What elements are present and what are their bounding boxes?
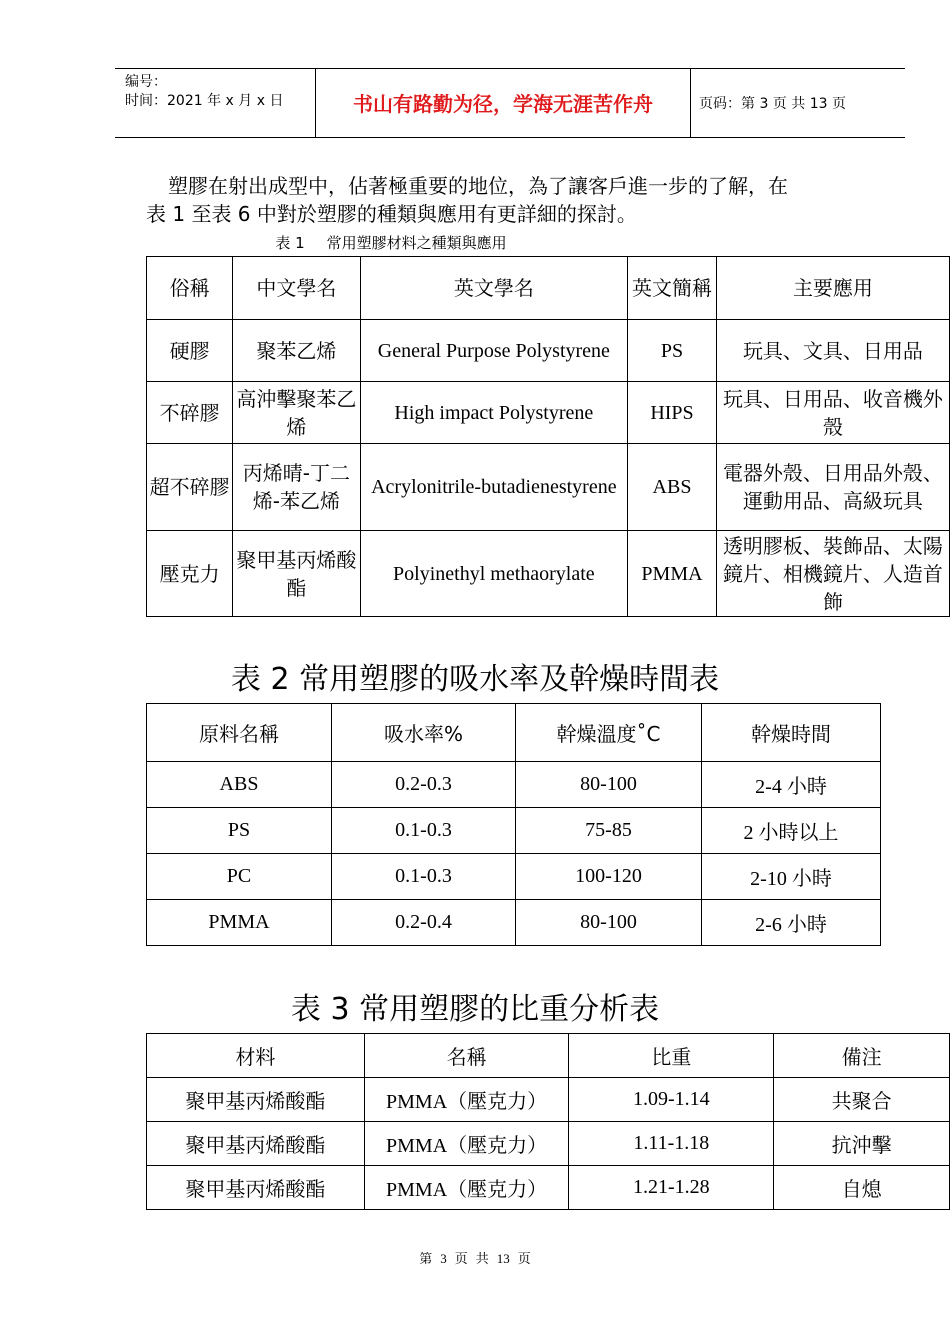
table1-caption-text: 常用塑膠材料之種類與應用 (326, 234, 507, 252)
table3-title: 表 3 常用塑膠的比重分析表 (290, 992, 660, 1027)
table3-cell: 聚甲基丙烯酸酯 (147, 1166, 365, 1210)
table3-cell: 共聚合 (774, 1078, 950, 1122)
table3-cell: PMMA（壓克力） (364, 1078, 569, 1122)
table3-cell: PMMA（壓克力） (364, 1166, 569, 1210)
table1-cell: PS (628, 320, 717, 382)
table-row (147, 854, 881, 900)
footer-word: 共 (475, 1251, 489, 1266)
table3-header-cell: 材料 (147, 1034, 365, 1078)
table2-cell: 2 小時以上 (702, 808, 881, 854)
time-label: 时间：2021 年 x 月 x 日 (125, 93, 284, 109)
table1-cell: 聚甲基丙烯酸酯 (233, 531, 360, 617)
table2-header-cell: 原料名稱 (147, 704, 332, 762)
table2-cell: 0.2-0.3 (332, 762, 516, 808)
table3-cell: 聚甲基丙烯酸酯 (147, 1078, 365, 1122)
table2-cell: 2-6 小時 (702, 900, 881, 946)
table3-cell: 自熄 (774, 1166, 950, 1210)
table1-cell: 硬膠 (147, 320, 233, 382)
table1-header-row (147, 257, 950, 320)
table3-cell: 1.11-1.18 (569, 1122, 774, 1166)
table2-cell: 80-100 (516, 762, 702, 808)
table2-cell: PS (147, 808, 332, 854)
table-row (147, 531, 950, 617)
table2-cell: 0.2-0.4 (332, 900, 516, 946)
footer-word: 第 (419, 1251, 433, 1266)
table2-header-cell: 幹燥溫度˚C (516, 704, 702, 762)
table3-cell: 抗沖擊 (774, 1122, 950, 1166)
table-row (147, 1122, 950, 1166)
table2-cell: 0.1-0.3 (332, 808, 516, 854)
table1-cell: 超不碎膠 (147, 444, 233, 531)
footer-word: 页 (517, 1251, 531, 1266)
header-motto: 书山有路勤为径，学海无涯苦作舟 (315, 69, 691, 137)
table2-cell: PC (147, 854, 332, 900)
table-row (147, 382, 950, 444)
page-header (115, 68, 905, 138)
table2-cell: 2-10 小時 (702, 854, 881, 900)
table2-header-row (147, 704, 881, 762)
table3-cell: 聚甲基丙烯酸酯 (147, 1122, 365, 1166)
table1-cell: Polyinethyl methaorylate (360, 531, 628, 617)
table-row (147, 1166, 950, 1210)
table1-cell: PMMA (628, 531, 717, 617)
footer-word: 页 (454, 1251, 468, 1266)
table1-cell: General Purpose Polystyrene (360, 320, 628, 382)
table2-title: 表 2 常用塑膠的吸水率及幹燥時間表 (230, 662, 720, 697)
table3-header-row (147, 1034, 950, 1078)
table1-header-cell: 中文學名 (233, 257, 360, 320)
table1-cell: Acrylonitrile-butadienestyrene (360, 444, 628, 531)
page-footer (0, 1248, 950, 1267)
table1-cell: 電器外殼、日用品外殼、運動用品、高級玩具 (716, 444, 949, 531)
table-water-absorption (146, 703, 881, 946)
table1-cell: 聚苯乙烯 (233, 320, 360, 382)
table3-header-cell: 備注 (774, 1034, 950, 1078)
number-label: 编号： (125, 74, 167, 90)
table-plastic-types (146, 256, 950, 617)
table2-cell: 75-85 (516, 808, 702, 854)
table1-cell: 透明膠板、裝飾品、太陽鏡片、相機鏡片、人造首飾 (716, 531, 949, 617)
table-row (147, 762, 881, 808)
table2-header-cell: 幹燥時間 (702, 704, 881, 762)
table2-header-cell: 吸水率% (332, 704, 516, 762)
table1-caption (146, 232, 658, 253)
header-meta (125, 73, 283, 111)
footer-page-number: 3 (440, 1251, 447, 1266)
table1-caption-num: 表 1 (275, 234, 305, 252)
table-row (147, 808, 881, 854)
intro-line-2: 表 1 至表 6 中對於塑膠的種類與應用有更詳細的探討。 (146, 202, 637, 226)
table-row (147, 1078, 950, 1122)
table1-header-cell: 英文學名 (360, 257, 628, 320)
table3-header-cell: 名稱 (364, 1034, 569, 1078)
table1-cell: 壓克力 (147, 531, 233, 617)
table1-cell: HIPS (628, 382, 717, 444)
table3-cell: 1.09-1.14 (569, 1078, 774, 1122)
table3-cell: 1.21-1.28 (569, 1166, 774, 1210)
table2-cell: PMMA (147, 900, 332, 946)
table3-cell: PMMA（壓克力） (364, 1122, 569, 1166)
table1-cell: 丙烯晴-丁二烯-苯乙烯 (233, 444, 360, 531)
table2-cell: ABS (147, 762, 332, 808)
table-row (147, 900, 881, 946)
table1-cell: 玩具、日用品、收音機外殼 (716, 382, 949, 444)
table1-header-cell: 俗稱 (147, 257, 233, 320)
table2-cell: 80-100 (516, 900, 702, 946)
footer-total-pages: 13 (496, 1251, 510, 1266)
table1-cell: 玩具、文具、日用品 (716, 320, 949, 382)
table1-cell: 高沖擊聚苯乙烯 (233, 382, 360, 444)
table2-cell: 2-4 小時 (702, 762, 881, 808)
table2-cell: 100-120 (516, 854, 702, 900)
header-page-label: 页码：第 3 页 共 13 页 (699, 96, 846, 112)
intro-paragraph (146, 172, 906, 228)
table3-header-cell: 比重 (569, 1034, 774, 1078)
table1-cell: 不碎膠 (147, 382, 233, 444)
table-row (147, 444, 950, 531)
table1-cell: High impact Polystyrene (360, 382, 628, 444)
table1-cell: ABS (628, 444, 717, 531)
intro-line-1: 塑膠在射出成型中，佔著極重要的地位，為了讓客戶進一步的了解，在 (168, 174, 788, 198)
table-row (147, 320, 950, 382)
table-specific-gravity (146, 1033, 950, 1210)
table1-header-cell: 主要應用 (716, 257, 949, 320)
table2-cell: 0.1-0.3 (332, 854, 516, 900)
table1-header-cell: 英文簡稱 (628, 257, 717, 320)
